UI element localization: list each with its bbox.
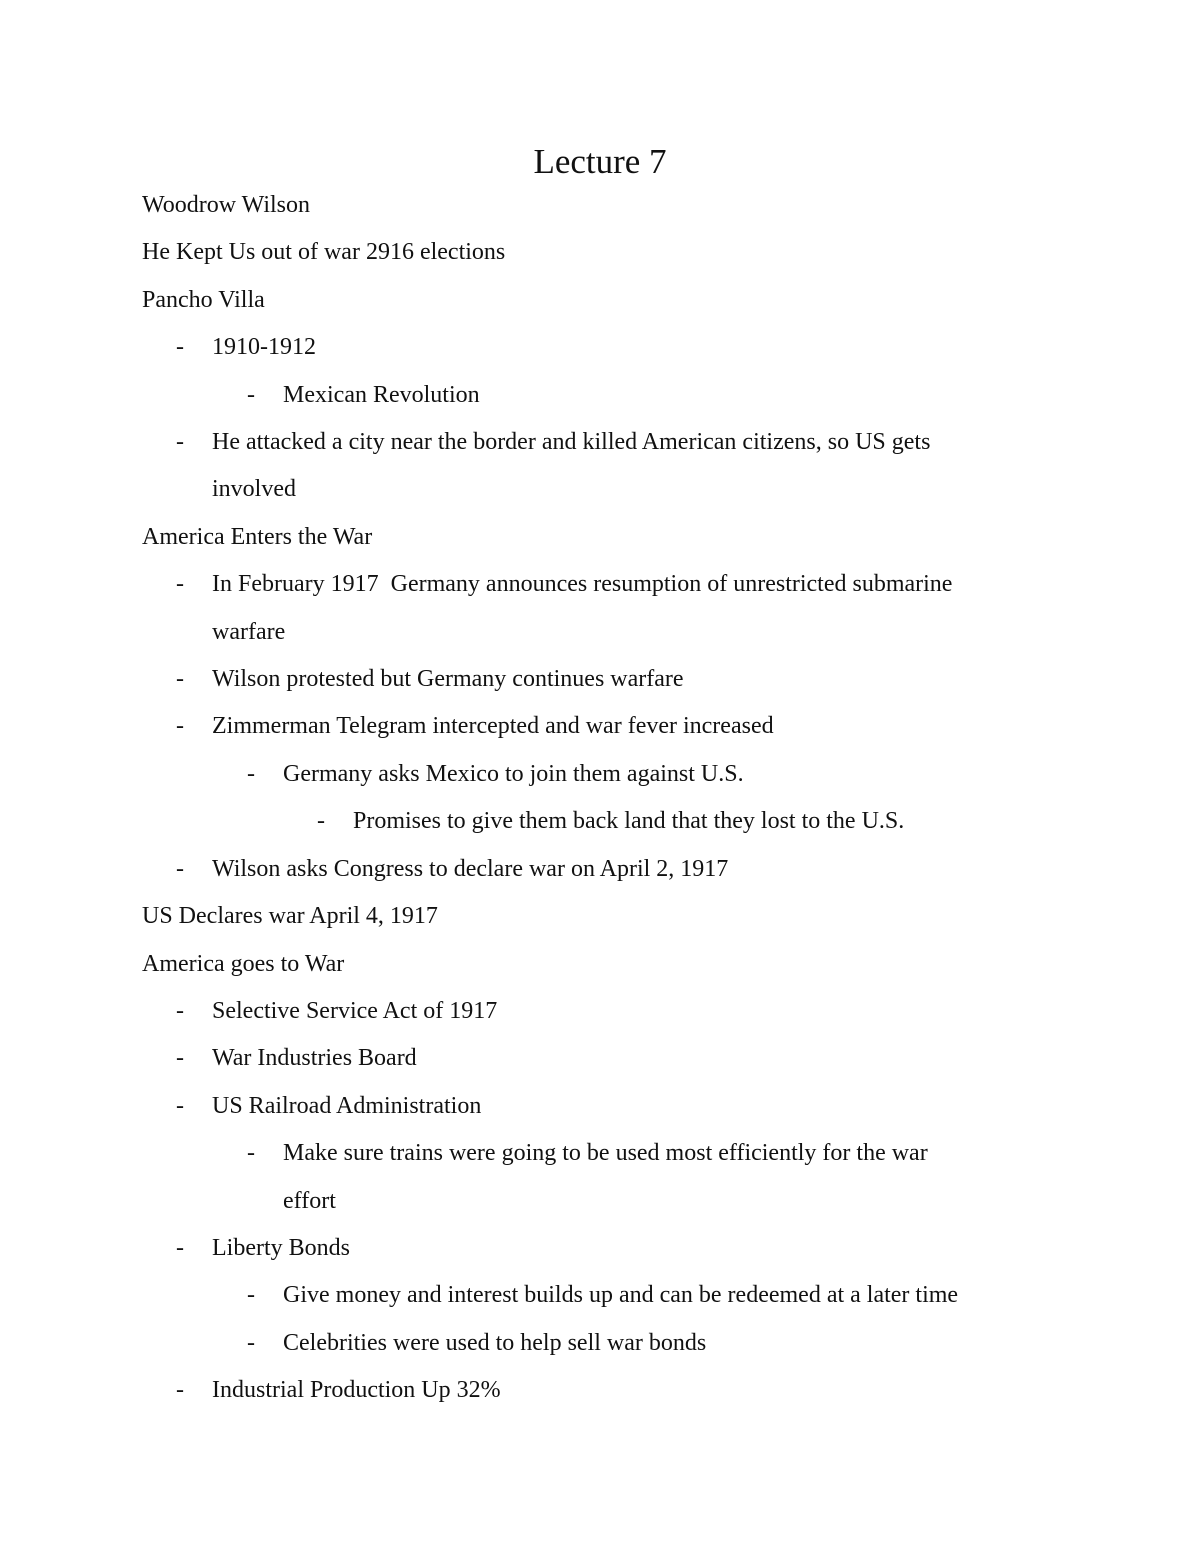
bullet-dash: -	[176, 666, 184, 693]
list-item	[142, 561, 1062, 608]
line-text: Woodrow Wilson	[142, 192, 310, 218]
bullet-dash: -	[176, 1092, 184, 1119]
notes-body	[142, 182, 1062, 1415]
line-text: Germany asks Mexico to join them against U.S.	[283, 760, 744, 787]
heading-america-enters-the-war	[142, 514, 1062, 561]
line-text: He attacked a city near the border and killed American citizens, so US gets	[212, 429, 931, 456]
line-text: Give money and interest builds up and can be redeemed at a later time	[283, 1282, 959, 1309]
heading-kept-us-out-of-war	[142, 229, 1062, 276]
list-item	[142, 324, 1062, 371]
line-text: War Industries Board	[212, 1045, 417, 1072]
line-text: Wilson asks Congress to declare war on April 2, 1917	[212, 855, 729, 882]
bullet-dash: -	[247, 1329, 255, 1356]
list-item	[142, 751, 1062, 798]
line-text: Pancho Villa	[142, 286, 265, 313]
line-text: effort	[283, 1187, 336, 1214]
bullet-dash: -	[176, 334, 184, 361]
list-item	[142, 1130, 1062, 1177]
line-text: US Declares war April 4, 1917	[142, 903, 438, 930]
line-text: In February 1917 Germany announces resumption of unrestricted submarine	[212, 571, 953, 598]
line-text: Mexican Revolution	[283, 381, 480, 408]
line-text: Wilson protested but Germany continues warfare	[212, 666, 684, 693]
bullet-dash: -	[317, 808, 325, 835]
page-title: Lecture 7	[533, 142, 667, 181]
bullet-dash: -	[247, 381, 255, 408]
list-item-continuation	[142, 1178, 1062, 1225]
bullet-dash: -	[247, 760, 255, 787]
line-text: Promises to give them back land that they lost to the U.S.	[353, 808, 905, 835]
list-item	[142, 1225, 1062, 1272]
line-text: US Railroad Administration	[212, 1092, 482, 1119]
list-item	[142, 1320, 1062, 1367]
list-item	[142, 846, 1062, 893]
list-item	[142, 1083, 1062, 1130]
list-item	[142, 1367, 1062, 1414]
bullet-dash: -	[176, 1377, 184, 1404]
line-text: warfare	[212, 618, 286, 645]
line-text: America Enters the War	[142, 523, 373, 550]
list-item	[142, 1272, 1062, 1319]
list-item	[142, 703, 1062, 750]
bullet-dash: -	[176, 997, 184, 1024]
line-text: Celebrities were used to help sell war bonds	[283, 1329, 707, 1356]
bullet-dash: -	[176, 571, 184, 598]
heading-america-goes-to-war	[142, 941, 1062, 988]
list-item	[142, 1035, 1062, 1082]
line-text: America goes to War	[142, 950, 345, 977]
line-text: involved	[212, 476, 296, 503]
list-item	[142, 419, 1062, 466]
bullet-dash: -	[176, 855, 184, 882]
list-item	[142, 798, 1062, 845]
bullet-dash: -	[176, 429, 184, 456]
list-item-continuation	[142, 609, 1062, 656]
heading-woodrow-wilson	[142, 182, 1062, 229]
line-text: Selective Service Act of 1917	[212, 997, 498, 1024]
list-item	[142, 988, 1062, 1035]
line-text: He Kept Us out of war 2916 elections	[142, 239, 506, 266]
bullet-dash: -	[176, 713, 184, 740]
line-text: Make sure trains were going to be used most efficiently for the war	[283, 1140, 928, 1167]
line-text: Industrial Production Up 32%	[212, 1377, 501, 1404]
bullet-dash: -	[176, 1234, 184, 1261]
list-item-continuation	[142, 466, 1062, 513]
heading-us-declares-war	[142, 893, 1062, 940]
bullet-dash: -	[247, 1140, 255, 1167]
line-text: Liberty Bonds	[212, 1234, 350, 1261]
heading-pancho-villa	[142, 277, 1062, 324]
line-text: Zimmerman Telegram intercepted and war fever increased	[212, 713, 774, 740]
line-text: 1910-1912	[212, 334, 316, 361]
list-item	[142, 656, 1062, 703]
bullet-dash: -	[176, 1045, 184, 1072]
bullet-dash: -	[247, 1282, 255, 1309]
list-item	[142, 372, 1062, 419]
